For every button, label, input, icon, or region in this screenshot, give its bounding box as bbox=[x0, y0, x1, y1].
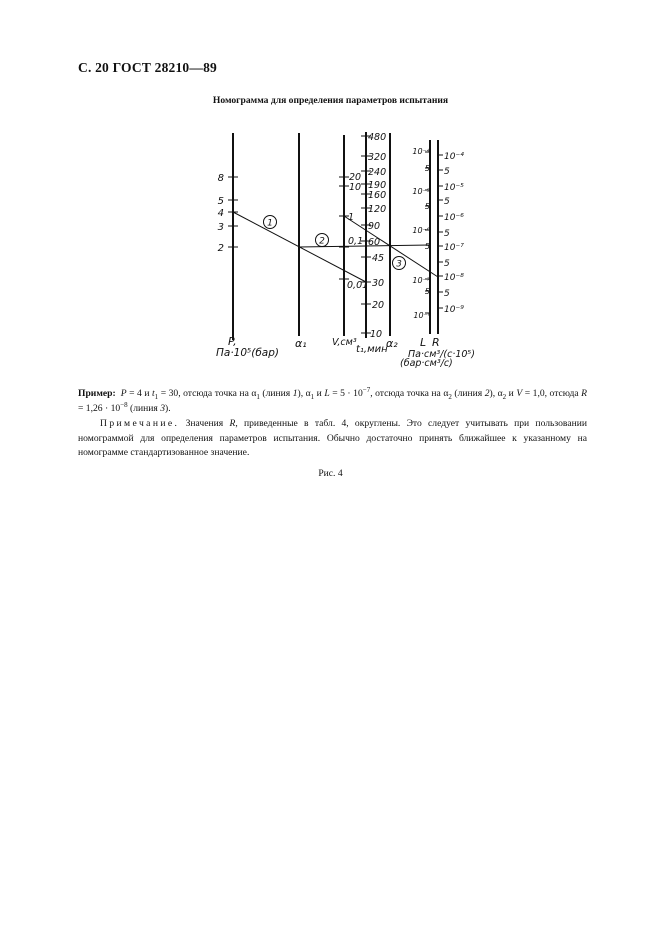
l-tick: 10⁻⁴ bbox=[412, 147, 430, 156]
t1-tick: 320 bbox=[368, 152, 387, 163]
t1-tick: 160 bbox=[368, 190, 387, 201]
t1-tick: 90 bbox=[368, 221, 381, 232]
nomogram-title: Номограмма для определения параметров испытания bbox=[212, 95, 449, 106]
example-label: Пример: bbox=[78, 388, 116, 399]
v-scale-label: V,см³ bbox=[332, 337, 357, 348]
p-tick: 4 bbox=[217, 208, 224, 219]
r-tick: 5 bbox=[444, 167, 450, 177]
t1-tick: 10 bbox=[370, 329, 383, 340]
t1-tick: 190 bbox=[368, 180, 387, 191]
v-tick: 20 bbox=[349, 172, 362, 183]
p-scale-unit: Па·10⁵(бар) bbox=[216, 347, 280, 359]
r-tick: 5 bbox=[444, 197, 450, 207]
r-tick: 5 bbox=[444, 229, 450, 239]
l-scale-label: L bbox=[420, 336, 427, 349]
l-tick: 10⁻⁸ bbox=[413, 311, 431, 320]
r-tick: 10⁻⁷ bbox=[444, 243, 464, 253]
v-tick: 0,01 bbox=[347, 280, 369, 291]
t1-tick: 45 bbox=[372, 253, 385, 264]
line-marker-label: 2 bbox=[319, 236, 325, 247]
p-tick: 5 bbox=[217, 196, 224, 207]
r-tick: 10⁻⁸ bbox=[444, 273, 464, 283]
p-tick: 3 bbox=[217, 222, 224, 233]
lr-unit-line2: (бар·см³/с) bbox=[400, 358, 453, 369]
r-tick: 10⁻⁵ bbox=[444, 183, 464, 193]
r-tick: 10⁻⁶ bbox=[444, 213, 464, 223]
t1-tick: 60 bbox=[368, 237, 381, 248]
v-tick: 10 bbox=[349, 182, 362, 193]
t1-tick: 30 bbox=[372, 278, 385, 289]
r-tick: 10⁻⁹ bbox=[444, 305, 464, 315]
l-tick: 10⁻⁵ bbox=[412, 187, 430, 196]
l-tick: 5 bbox=[424, 287, 430, 296]
nomogram bbox=[0, 0, 661, 380]
alpha1-scale-label: α₁ bbox=[295, 337, 307, 350]
lr-unit-line1: Па·см³/(с·10⁵) bbox=[408, 349, 475, 360]
v-tick: 0,1 bbox=[348, 236, 364, 247]
l-tick: 10⁻⁶ bbox=[412, 226, 430, 235]
p-tick: 8 bbox=[217, 173, 224, 184]
p-tick: 2 bbox=[217, 243, 224, 254]
l-tick: 5 bbox=[424, 202, 430, 211]
alpha2-scale-label: α₂ bbox=[386, 337, 398, 350]
example-paragraph: Пример: P = 4 и $t_1 = 30$, отсюда точка на $\alpha_1$ (линия 1), $\alpha_1$ и $L = 5 \cdot 10^{-7}$, отсюда точка на $\alpha_2$ (линия 2), $\alpha_2$ и V = 1,0, отсюда $R = 1,26 \cdot 10^{-8}$ (линия 3). bbox=[78, 385, 588, 414]
note-paragraph: Примечание. Значения R, приведенные в табл. 4, округлены. Это следует учитывать при пользовании номограммой для определения параметров испытания. Обычно достаточно принять ближайшее к указанному на номограмме стандартизованное значение. bbox=[78, 418, 587, 458]
figure-caption: Рис. 4 bbox=[318, 468, 343, 479]
t1-tick: 240 bbox=[368, 167, 387, 178]
v-tick: 1 bbox=[348, 212, 355, 223]
l-tick: 10⁻⁷ bbox=[412, 276, 430, 285]
t1-tick: 120 bbox=[368, 204, 387, 215]
t1-tick: 480 bbox=[368, 132, 387, 143]
r-tick: 5 bbox=[444, 289, 450, 299]
r-tick: 10⁻⁴ bbox=[444, 152, 464, 162]
l-tick: 5 bbox=[424, 242, 430, 251]
r-scale-label: R bbox=[432, 336, 440, 349]
note-label: Примечание. bbox=[100, 418, 180, 429]
r-tick: 5 bbox=[444, 259, 450, 269]
line-marker-label: 3 bbox=[396, 259, 402, 270]
t1-scale-label: t₁,мин bbox=[356, 344, 388, 355]
t1-tick: 20 bbox=[372, 300, 385, 311]
page-header: С. 20 ГОСТ 28210—89 bbox=[78, 60, 217, 75]
p-scale-label: P, bbox=[228, 335, 237, 348]
l-tick: 5 bbox=[424, 164, 430, 173]
line-marker-label: 1 bbox=[267, 218, 273, 229]
